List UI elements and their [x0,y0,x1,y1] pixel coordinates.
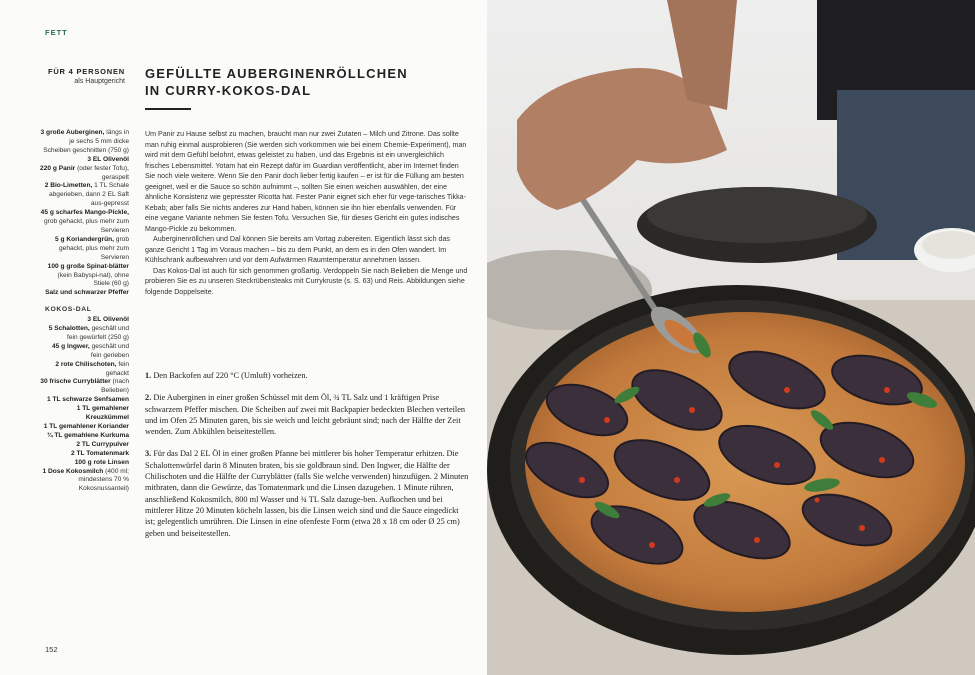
dal-item: 2 TL Currypulver [76,440,129,448]
dal-item: 30 frische Curryblätter (nach Belieben) [40,378,129,395]
dal-item: ¾ TL gemahlene Kurkuma [47,431,129,439]
dal-item: 1 TL schwarze Senfsamen [47,396,129,404]
ingredient-item: 3 große Auberginen, längs in je sechs 5 mm dicke Scheiben geschnitten (750 g) [40,129,129,154]
section-label: FETT [45,28,68,37]
serves-subtitle: als Hauptgericht [74,78,125,85]
intro-paragraph: Um Panir zu Hause selbst zu machen, braucht man nur zwei Zutaten – Milch und Zitrone. Das sollte man ruhig einmal ausprobieren (Sie werden sich vorkommen wie bei einem Chemie-Experiment), man wird mit dem Gefühl belohnt, etwas geleistet zu haben, und das Ergebnis ist ein unvergleichlich frisches Lebensmittel. Yotam hat ein Rezept dafür im Guardian veröffentlicht, aber im Internet finden Sie noch viele weitere. Wenn Sie den Panir doch lieber fertig kaufen – er ist für die Füllung am besten geeignet, weil er die Sauce so schön aufnimmt –, sollten Sie einen weichen auswählen, der eine ähnliche Konsistenz wie gepresster Ricotta hat. Fester Panir eignet sich eher für vege-tarisches Tikka-Kebab; aber falls Sie nichts anderes zur Hand haben, können sie ihn hier ebenfalls verwenden. Für eine vegane Variante nehmen Sie festen Tofu. Versuchen Sie, für dieses Gericht ein gutes indisches Mango-Pickle zu bekommen. [145,130,467,233]
dal-item: 5 Schalotten, geschält und fein gewürfelt (250 g) [48,325,129,341]
dal-item: 100 g rote Linsen [74,458,129,466]
method-step: 3. Für das Dal 2 EL Öl in einer großen Pfanne bei mittlerer bis hoher Temperatur erhitzen. Die Schalottenwürfel darin 8 Minuten braten, bis sie goldbraun sind. Den Ingwer, die Hälfte der Chilischoten und die Hälfte der Curryblätter (falls Sie welche verwenden) hinzufügen. 2 Minuten mitbraten, dann die Gewürze, das Tomatenmark und die Linsen dazugeben. 1 Minute rühren, anschließend Kokosmilch, 800 ml Wasser und ¾ TL Salz dazuge-ben. Aufkochen und bei mittlerer Hitze 20 Minuten köcheln lassen, bis die Linsen weich sind und die Sauce eingedickt ist; gelegentlich umrühren. Die Linsen in eine ofenfeste Form (etwa 28 x 18 cm oder Ø 25 cm) geben und beiseitestellen. [145,449,469,538]
ingredient-item: 5 g Koriandergrün, grob gehackt, plus mehr zum Servieren [54,235,129,261]
recipe-title [145,65,465,99]
method-steps [145,370,469,550]
intro-text [145,129,469,297]
dal-item: 3 EL Olivenöl [87,316,129,324]
dal-heading: KOKOS-DAL [45,306,92,314]
title-rule [145,108,191,110]
ingredient-item: Salz und schwarzer Pfeffer [45,289,129,297]
ingredient-item: 220 g Panir (oder fester Tofu), geraspelt [40,164,129,181]
food-photo-illustration [487,0,975,675]
recipe-title-line2: IN CURRY-KOKOS-DAL [145,83,312,98]
dal-item: 1 TL gemahlener Kreuzkümmel [76,405,129,422]
food-photo [487,0,975,675]
page-number: 152 [45,645,58,654]
dal-item: 2 rote Chilischoten, fein gehackt [55,360,129,377]
dal-item: 1 TL gemahlener Koriander [43,423,129,430]
ingredient-item: 100 g große Spinat-blätter (kein Babyspi-nat), ohne Stiele (60 g) [47,262,129,288]
dal-item: 1 Dose Kokosmilch (400 ml; mindestens 70 % Kokosnussanteil) [42,467,129,493]
dal-item: 2 TL Tomatenmark [70,449,129,457]
method-step: 2. Die Auberginen in einer großen Schüssel mit dem Öl, ¾ TL Salz und 1 kräftigen Prise schwarzem Pfeffer mischen. Die Scheiben auf zwei mit Backpapier bedeckten Blechen verteilen und im Ofen 25 Minuten garen, bis sie weich und leicht gebräunt sind; nach der Hälfte der Zeit wenden. Zum Abkühlen beiseitestellen. [145,393,466,437]
intro-paragraph: Auberginenröllchen und Dal können Sie bereits am Vortag zubereiten. Eigentlich lässt sich das ganze Gericht 1 Tag im Voraus machen – bis zu dem Punkt, an dem es in den Ofen wandert. Im Kühlschrank aufbewahren und vor dem Aufwärmen Raumtemperatur annehmen lassen. [145,235,450,264]
ingredient-item: 2 Bio-Limetten, 1 TL Schale abgerieben, dann 2 EL Saft aus-gepresst [44,182,129,208]
serves-heading: FÜR 4 PERSONEN [47,67,125,76]
dal-item: 45 g Ingwer, geschält und fein gerieben [52,342,129,359]
ingredient-list [40,129,129,494]
intro-paragraph: Das Kokos-Dal ist auch für sich genommen großartig. Verdoppeln Sie nach Belieben die Menge und probieren Sie es zu unseren Steckrübensteaks mit Currykruste (s. S. 63) und Reis. Abbildungen siehe folgende Doppelseite. [145,266,468,296]
left-page [0,0,487,675]
ingredient-item: 3 EL Olivenöl [87,155,129,163]
method-step: 1. Den Backofen auf 220 °C (Umluft) vorheizen. [145,371,308,380]
ingredient-item: 45 g scharfes Mango-Pickle, grob gehackt, plus mehr zum Servieren [40,209,129,234]
recipe-title-line1: GEFÜLLTE AUBERGINENRÖLLCHEN [145,66,408,81]
